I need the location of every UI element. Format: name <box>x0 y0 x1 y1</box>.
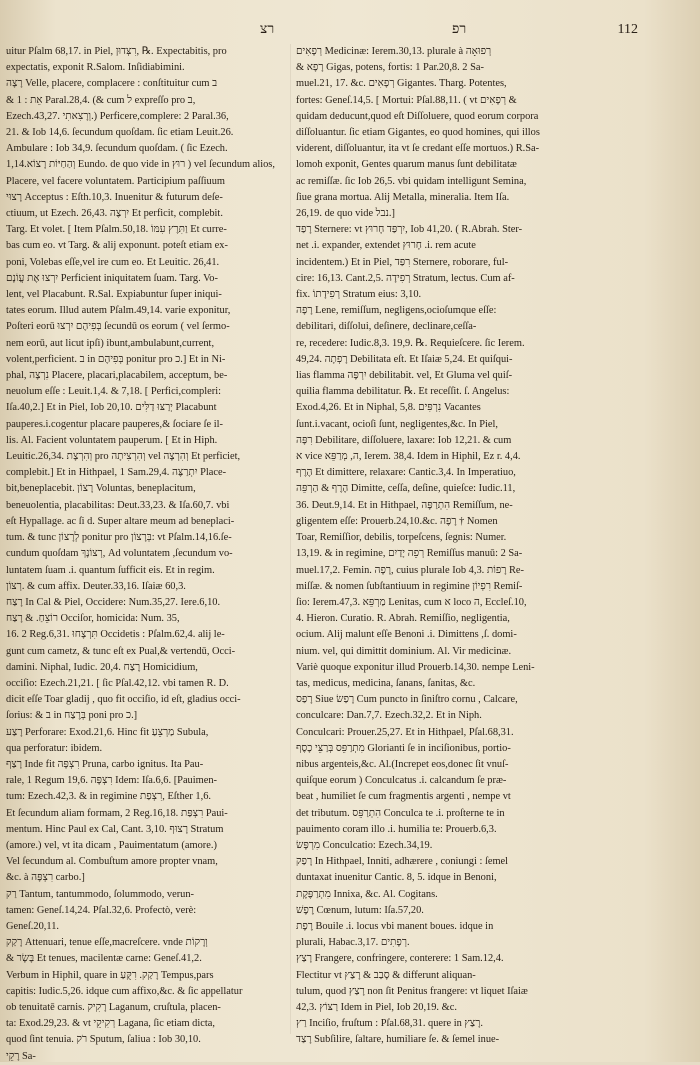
text-line: expectatis, exponit R.Salom. Inſidiabimini. <box>6 62 185 74</box>
text-line: Placere, vel facere voluntatem. Participium paſſiuum <box>6 175 225 187</box>
text-line: nem eorū, aut licut ipſi) ibunt,ambulabunt,current, <box>6 337 215 349</box>
text-line: רָקַק Attenuari, tenue eſſe,macreſcere. vnde וְרָקוֹת <box>6 937 208 949</box>
text-line: רֶפֶשׁ Cœnum, lutum: Iſa.57,20. <box>296 904 424 916</box>
text-line: Ambulare : Iob 34,9. ſecundum quoſdam. ( ſic Ezech. <box>6 143 228 155</box>
text-line: quod ſint tenuia. רֹק Sputum, ſaliua : Iob 30,10. <box>6 1034 201 1046</box>
text-line: quidam deducunt,quod eſt Diſſoluere, quod eorum corpora <box>296 110 539 122</box>
text-line: tas, medicus, medicina, ſanans, ſanitas, &c. <box>296 677 476 689</box>
text-line: Et ſecundum aliam formam, 2 Reg.16,18. רִצְפַּת Paui- <box>6 807 228 819</box>
right-running-head: רפ <box>452 22 467 37</box>
text-line: רָצָה Velle, placere, complacere : conſtituitur cum ב <box>6 78 218 90</box>
text-line: tum: Ezech.42,3. & in regimine רִצְפַת, Eſther 1,6. <box>6 791 212 803</box>
text-line: lent, vel Placabunt. R.Sal. Expiabuntur ſuper iniqui- <box>6 289 222 301</box>
text-line: 16. 2 Reg.6,31. תִּרְצָחוּ Occidetis : Pſalm.62,4. alij le- <box>6 629 225 641</box>
text-line: lis. Al. Facient voluntatem pauperum. [ Et in Hiph. <box>6 434 218 446</box>
text-line: cundum quoſdam רְצוֹנָךְ, Ad voluntatem ,ſecundum vo- <box>6 548 233 560</box>
text-line: plurali, Habac.3,17. רְפָתִים. <box>296 937 410 949</box>
left-running-head: רצ <box>260 22 275 37</box>
text-line: lomoh exponit, Gentes quarum manus ſunt debilitatæ <box>296 159 517 171</box>
text-line: רַץ Inciſio, fruſtum : Pſal.68,31. quere in רָצַץ. <box>296 1018 483 1030</box>
text-line: fix. רְפִידָתוֹ Stratum eius: 3,10. <box>296 289 422 301</box>
text-line: מִרְפָּשׂ Conculcatio: Ezech.34,19. <box>296 839 433 851</box>
running-header <box>0 22 700 44</box>
text-line: (amore.) vel, vt ita dicam , Pauimentatum (amore.) <box>6 839 217 851</box>
text-line: רָצַף Inde fit רִצְפָּה Pruna, carbo ignitus. Ita Pau- <box>6 758 204 770</box>
text-line: tulum, quod רָצַץ non ſit Penitus frangere: vt liquet Iſaiæ <box>296 985 528 997</box>
text-line: ctiuum, ut Ezech. 26,43. יִרְצֶה Et perficit, complebit. <box>6 208 223 220</box>
text-line: 13,19. & in regimine, רְפֵה יָדַיִם Remiſſus manuū: 2 Sa- <box>296 548 523 560</box>
text-line: cire: 16,13. Cant.2,5. רְפִידָה Stratum, lectus. Cum af- <box>296 272 515 284</box>
text-line: Conculcari: Prouer.25,27. Et in Hithpael, Pſal.68,31. <box>296 726 514 738</box>
text-line: conculcare: Dan.7,7. Ezech.32,2. Et in Niph. <box>296 710 482 722</box>
text-line: lias flamma יִרְפֶּה debilitabit. vel, Et Gluma vel quiſ- <box>296 370 513 382</box>
text-line: Vel ſecundum al. Combuſtum amore propter vnam, <box>6 856 218 868</box>
text-line: 21. & Iob 14,6. ſecundum quoſdam. ſic etiam Leuit.26. <box>6 127 234 139</box>
text-line: רַק Tantum, tantummodo, ſolummodo, verun- <box>6 888 195 900</box>
text-line: phal, נִרְצָה Placere, placari,placabilem, acceptum, be- <box>6 370 228 382</box>
text-line: quilia flamma debilitatur. ℞. Et receſſit. ſ. Angelus: <box>296 386 510 398</box>
text-line: ſunt.i.vacant, ocioſi ſunt, negligentes,&c. In Piel, <box>296 418 498 430</box>
text-line: מִתְרַפֶּקֶת Innixa, &c. Al. Cogitans. <box>296 888 438 900</box>
text-line: tates eorum. Illud autem Pſalm.49,14. varie exponitur, <box>6 305 231 317</box>
text-line: nium. vel, qui dimittit dominium. Al. Vir medicinæ. <box>296 645 512 657</box>
text-line: Geneſ.20,11. <box>6 920 59 932</box>
text-line: muel.17,2. Femin. רָפָה, cuius plurale Iob 4,3. רָפוֹת Re- <box>296 564 525 576</box>
text-line: & אֵת : 1 Paral.28,4. (& cum ל expreſſo pro ב, <box>6 94 196 106</box>
text-line: debilitari, diſſolui, deſinere, declinare,ceſſa- <box>296 321 477 333</box>
text-line: gunt cum cametz, & tunc eſt ex Pual,& vertendū, Occi- <box>6 645 236 657</box>
text-line: רָפָה Lene, remiſſum, negligens,ocioſumque eſſe: <box>296 305 497 317</box>
text-line: duntaxat inuenitur Cantic. 8, 5. idque in Benoni, <box>296 872 497 884</box>
text-line: 42,3. רַצּוֹץ Idem in Piel, Iob 20,19. &c. <box>296 1001 457 1013</box>
text-line: רָצַע Perforare: Exod.21,6. Hinc fit מַרְצֵעַ Subula, <box>6 726 209 738</box>
text-line: fortes: Geneſ.14,5. [ Mortui: Pſal.88,11. ( vt רְפָאִים & <box>296 94 517 106</box>
text-line: re, recedere: Iudic.8,3. 19,9. ℞. Requieſcere. ſic Ierem. <box>296 337 525 349</box>
text-line: & רָפָא Gigas, potens, fortis: 1 Par.20,8. 2 Sa- <box>296 62 484 74</box>
text-line: neuolum eſſe : Leuit.1,4. & 7,18. [ Perfici,compleri: <box>6 386 221 398</box>
text-line: incidentem.) Et in Piel, רִפַּד Sternere, roborare, ful- <box>296 256 509 268</box>
text-line: ſiue grana mortua. Alij Metalla, mineralia. Item Iſa. <box>296 191 510 203</box>
text-line: damini. Niphal, Iudic. 20,4. רֶצַח Homicidium, <box>6 661 198 673</box>
text-line: ſorius: & ב in בְּרֶצַח poni pro כ.] <box>6 710 138 722</box>
text-line: complebit.] Et in Hithpael, 1 Sam.29,4. יִתְרַצֶּה Place- <box>6 467 227 479</box>
text-line: רָקֵי Sa- <box>6 1050 36 1062</box>
text-line: יִרְצוּ אֶת עֲוֹנָם Perficient iniquitatem ſuam. Targ. Vo- <box>6 272 218 284</box>
text-line: viderent, diſſoluantur, ita vt ſe credant eſſe mortuos.) R.Sa- <box>296 143 540 155</box>
text-line: luntatem ſuam .i. quantum ſufficit eis. Et in regim. <box>6 564 215 576</box>
text-line: 26,19. de quo vide נבל.] <box>296 208 395 220</box>
text-line: Toar, Remiſſior, debilis, torpeſcens, ſegnis: Numer. <box>296 532 507 544</box>
text-line: net .i. expander, extendet חָרוּץ .i. rem acute <box>296 240 476 252</box>
text-line: & בָּשָׂר Et tenues, macilentæ carne: Geneſ.41,2. <box>6 953 202 965</box>
text-line: tum. & tunc לְרָצוֹן ponitur pro בְּרָצוֹן: vt Pſalm.14,16.ſe- <box>6 532 232 544</box>
text-line: bas cum eo. vt Targ. & alij exponunt. poteſt etiam ex- <box>6 240 228 252</box>
text-line: ob tenuitatē carnis. רָקִיק Laganum, cruſtula, placen- <box>6 1001 221 1013</box>
text-line: &c. à רִצְפָּה carbo.] <box>6 872 85 884</box>
text-line: muel.21, 17. &c. רְפָאִים Gigantes. Tharg. Potentes, <box>296 78 507 90</box>
text-line: הֶרֶף & הַרְפֵּה Dimitte, ceſſa, deſine, quieſce: Iudic.11, <box>296 483 516 495</box>
text-line: Targ. Et volet. [ Item Pſalm.50,18. וַתִּרֶץ עִמּוֹ Et curre- <box>6 224 227 236</box>
text-line: Poſteri eorū בְּפִיהֶם יִרְצוּ ſecundū os eorum ( vel ſermo- <box>6 321 230 333</box>
text-line: beneuolentia, placabilitas: Deut.33,23. & Iſa.60,7. vbi <box>6 499 230 511</box>
page-number: 112 <box>617 22 638 37</box>
text-line: capitis: Iudic.5,26. idque cum affixo,&c. & ſic appellatur <box>6 985 243 997</box>
text-line: Iſa.40,2.] Et in Piel, Iob 20,10. יְרַצּוּ דַלִּים Placabunt <box>6 402 217 414</box>
right-column <box>296 44 588 1044</box>
text-line: ta: Exod.29,23. & vt רְקִיקֵי Lagana, ſic etiam dicta, <box>6 1018 215 1030</box>
text-line: bit,beneplacebit. רָצוֹן Voluntas, beneplacitum, <box>6 483 196 495</box>
text-line: Leuitic.26,34. וְהִרְצָת pro וְהִרְצִיתָה vel וְהִרְצָה Et perficiet, <box>6 451 241 463</box>
text-line: ac remiſſæ. ſic Iob 26,5. vbi quidam intelligunt Semina, <box>296 175 527 187</box>
text-line: רִפָּה Debilitare, diſſoluere, laxare: Iob 12,21. & cum <box>296 434 512 446</box>
text-line: רָפַד Sternere: vt יִרְפַּד חָרוּץ, Iob 41,20. ( R.Abrah. Ster- <box>296 224 523 236</box>
text-line: Ezech.43,27. וְרָצִאתִי.) Perficere,complere: 2 Paral.36, <box>6 110 229 122</box>
text-line: miſſæ. & nomen ſubſtantiuum in regimine רִפְיוֹן Remiſ- <box>296 580 523 592</box>
text-line: Verbum in Hiphil, quare in רָקַק. רִקֻּעַ Tempus,pars <box>6 969 214 981</box>
text-line: diſſoluantur. ſic etiam Gigantes, eo quod homines, qui illos <box>296 127 540 139</box>
text-line: det tributum. הִתְרַפֵּס Conculca te .i. proſterne te in <box>296 807 505 819</box>
text-line: Flectitur vt סָבַב & רָצַץ & differunt aliquan- <box>296 969 476 981</box>
text-line: dicit eſſe Toar gladij , quo fit occiſio, id eſt, gladius occi- <box>6 694 241 706</box>
text-line: mentum. Hinc Paul ex Cal, Cant. 3,10. רָצוּף Stratum <box>6 823 224 835</box>
text-line: רָצַח In Cal & Piel, Occidere: Num.35,27. Iere.6,10. <box>6 596 221 608</box>
text-line: רָצוּי Acceptus : Eſth.10,3. Inuenitur & futurum deſe- <box>6 191 223 203</box>
text-line: 49,24. רָפְתָה Debilitata eſt. Et Iſaiæ 5,24. Et quiſqui- <box>296 353 513 365</box>
text-line: רְצוֹן. & cum affix. Deuter.33,16. Iſaiæ 60,3. <box>6 580 186 592</box>
text-line: Variè quoque exponitur illud Prouerb.14,30. nempe Leni- <box>296 661 535 673</box>
text-line: qua perforatur: ibidem. <box>6 742 103 754</box>
text-line: הֶרֶף Et dimittere, relaxare: Cantic.3,4. In Imperatiuo, <box>296 467 516 479</box>
text-line: eſt Hypallage. ac ſi d. Super altare meum ad beneplaci- <box>6 515 235 527</box>
text-line: nibus argenteis,&c. Al.(Increpet eos,donec ſit vnuſ- <box>296 758 509 770</box>
text-line: gligentem eſſe: Prouerb.24,10.&c. רָפֶה † Nomen <box>296 515 498 527</box>
text-line: רְפָאִים Medicinæ: Ierem.30,13. plurale à רְפוּאָה <box>296 46 492 57</box>
text-line: poni, Volebas eſſe,vel ire cum eo. Et Leuitic. 26,41. <box>6 256 220 268</box>
text-line: quiſque eorum ) Conculcatus .i. calcandum ſe præ- <box>296 775 507 787</box>
text-line: רֶפֶת Bouile .i. locus vbi manent boues. idque in <box>296 920 494 932</box>
text-line: occiſio: Ezech.21,21. [ ſic Pſal.42,12. vbi tamen R. D. <box>6 677 229 689</box>
text-line: volent,perficient. ב in בְּפִיהֶם ponitur pro כ.] Et in Ni- <box>6 353 226 365</box>
left-column <box>6 44 284 1062</box>
text-line: רוֹצֵחַ. & רָצַח Occiſor, homicida: Num. 35, <box>6 613 180 625</box>
text-line: ocium. Alij malunt eſſe Benoni .i. Dimittens ,ſ. domi- <box>296 629 517 641</box>
text-line: מִתְרַפֵּס בְּרַצֵּי כָסֶף Glorianti ſe in inciſionibus, portio- <box>296 742 511 754</box>
text-line: 4. Hieron. Curatio. R. Abrah. Remiſſio, negligentia, <box>296 613 510 625</box>
text-line: tamen: Geneſ.14,24. Pſal.32,6. Profectò, verè: <box>6 904 197 916</box>
text-line: uitur Pſalm 68,17. in Piel, רִצְּדוּן, ℞. Expectabitis, pro <box>6 46 227 57</box>
text-line: רָפַק In Hithpael, Inniti, adhærere , coniungi : ſemel <box>296 856 509 868</box>
text-line: רָפַס Siue רָפַשׂ Cum puncto in ſiniſtro cornu , Calcare, <box>296 694 518 706</box>
text-line: Exod.4,26. Et in Niphal, 5,8. נִרְפִּים Vacantes <box>296 402 481 414</box>
text-line: ſio: Ierem.47,3. מַרְפֵּא Lenitas, cum א loco ה, Eccleſ.10, <box>296 596 527 608</box>
text-line: rale, 1 Regum 19,6. רִצְפָּה Idem: Iſa.6,6. [Pauimen- <box>6 775 217 787</box>
text-line: א vice ה, מְרַפֵּא, Ierem. 38,4. Idem in Hiphil, Ez r. 4,4. <box>296 451 521 463</box>
text-line: pauimento coram illo .i. humilia te: Prouerb.6,3. <box>296 823 497 835</box>
text-line: 1,14.וְהַחַיּוֹת רָצוֹא Eundo. de quo vide in רוּץ ) vel ſecundum alios, <box>6 159 275 171</box>
text-line: beat , humiliet ſe cum fragmentis argenti , nempe vt <box>296 791 511 803</box>
text-line: רָצַד Subſilire, ſaltare, humiliare ſe. & ſemel inue- <box>296 1034 500 1046</box>
text-line: 36. Deut.9,14. Et in Hithpael, הִתְרַפָּה Remiſſum, ne- <box>296 499 513 511</box>
column-divider <box>290 44 291 1034</box>
text-line: pauperes.i.cogentur placare pauperes,& ſociare ſe il- <box>6 418 223 430</box>
text-line: רָצַץ Frangere, confringere, conterere: 1 Sam.12,4. <box>296 953 504 965</box>
